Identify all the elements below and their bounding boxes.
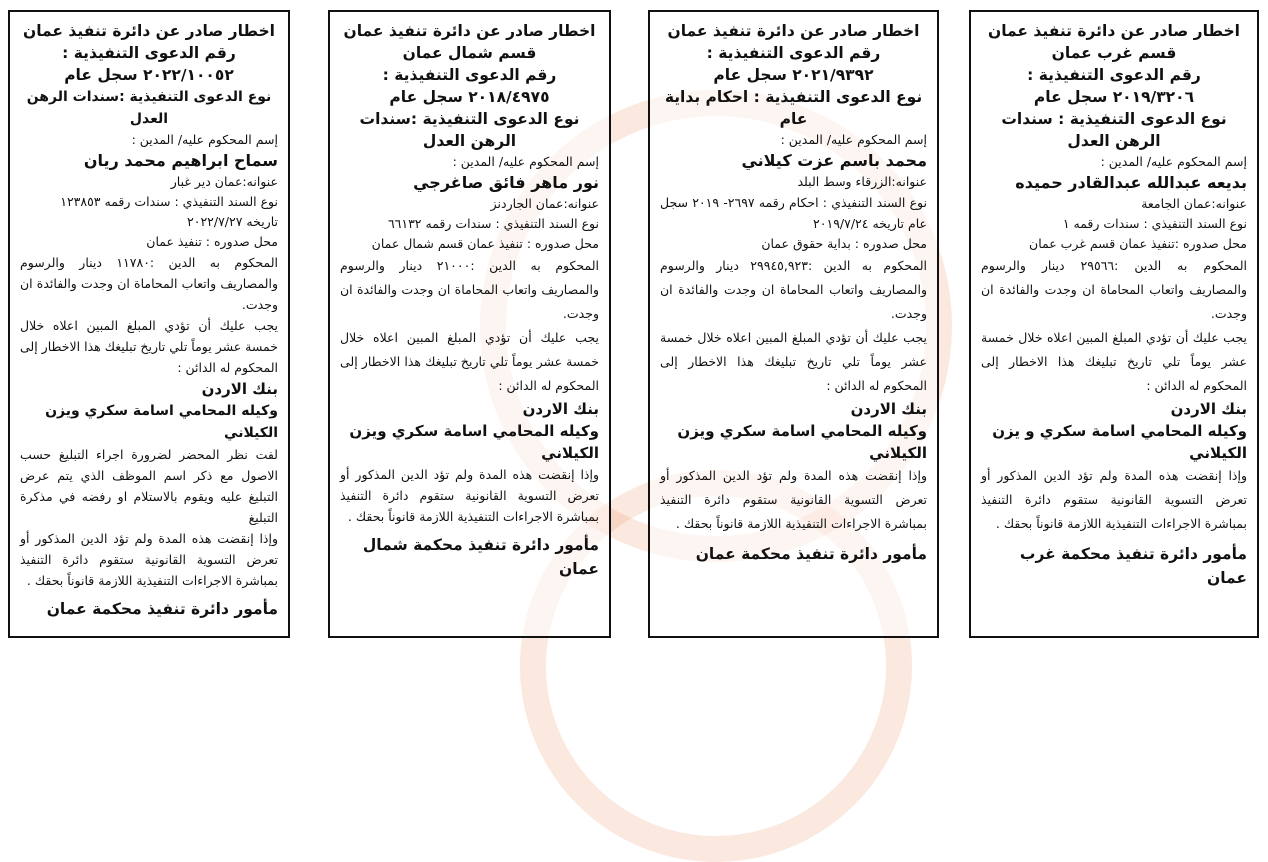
notice-amman-2021 bbox=[648, 10, 939, 638]
notice-north-amman bbox=[328, 10, 611, 638]
debtor-label: إسم المحكوم عليه/ المدين : bbox=[452, 154, 599, 169]
lawyer-line: وكيله المحامي اسامة سكري ويزن الكيلاني bbox=[45, 403, 278, 441]
issue-place: محل صدوره :تنفيذ عمان قسم غرب عمان bbox=[1029, 236, 1247, 251]
final-paragraph: وإذا إنقضت هذه المدة ولم تؤد الدين المذكور أو تعرض التسوية القانونية ستقوم دائرة التنفيذ بمباشرة الاجراءات التنفيذية اللازمة قانوناً بحقك . bbox=[981, 468, 1247, 531]
signature: مأمور دائرة تنفيذ محكمة عمان bbox=[46, 600, 278, 618]
issue-place: محل صدوره : تنفيذ عمان bbox=[146, 234, 278, 249]
lawyer-line: وكيله المحامي اسامة سكري و يزن الكيلاني bbox=[992, 422, 1247, 462]
issue-place: محل صدوره : تنفيذ عمان قسم شمال عمان bbox=[371, 236, 599, 251]
notice-title: اخطار صادر عن دائرة تنفيذ عمان bbox=[22, 22, 275, 40]
notice-title: اخطار صادر عن دائرة تنفيذ عمان bbox=[987, 22, 1240, 40]
amount-paragraph: المحكوم به الدين :١١٧٨٠ دينار والرسوم والمصاريف واتعاب المحاماة ان وجدت والفائدة ان وجدت. bbox=[20, 255, 279, 312]
service-note: لفت نظر المحضر لضرورة اجراء التبليغ حسب الاصول مع ذكر اسم الموظف الذي يتم عرض التبليغ عليه ويقوم بالاستلام او رفضه في مذكرة التبليغ bbox=[20, 447, 278, 525]
notice-title: اخطار صادر عن دائرة تنفيذ عمان bbox=[343, 22, 596, 40]
case-type: نوع الدعوى التنفيذية : احكام بداية عام bbox=[664, 88, 923, 128]
debtor-label: إسم المحكوم عليه/ المدين : bbox=[1100, 154, 1247, 169]
final-paragraph: وإذا إنقضت هذه المدة ولم تؤد الدين المذكور أو تعرض التسوية القانونية ستقوم دائرة التنفيذ بمباشرة الاجراءات التنفيذية اللازمة قانوناً بحقك . bbox=[20, 531, 278, 588]
final-paragraph: وإذا إنقضت هذه المدة ولم تؤد الدين المذكور أو تعرض التسوية القانونية ستقوم دائرة التنفيذ بمباشرة الاجراءات التنفيذية اللازمة قانوناً بحقك . bbox=[660, 468, 927, 531]
case-type: نوع الدعوى التنفيذية : سندات الرهن العدل bbox=[1001, 110, 1227, 150]
case-number-label: رقم الدعوى التنفيذية : bbox=[1027, 66, 1201, 84]
debtor-address: عنوانه:عمان الجامعة bbox=[1141, 196, 1247, 211]
notice-section: قسم شمال عمان bbox=[402, 44, 537, 62]
debtor-label: إسم المحكوم عليه/ المدين : bbox=[131, 132, 278, 147]
notice-west-amman bbox=[969, 10, 1259, 638]
case-number: ٢٠١٨/٤٩٧٥ سجل عام bbox=[389, 88, 550, 106]
debtor-label: إسم المحكوم عليه/ المدين : bbox=[780, 132, 927, 147]
payment-demand: يجب عليك أن تؤدي المبلغ المبين اعلاه خلال خمسة عشر يوماً تلي تاريخ تبليغك هذا الاخطار إلى المحكوم له الدائن : bbox=[660, 330, 927, 393]
case-number: ٢٠١٩/٣٢٠٦ سجل عام bbox=[1033, 88, 1195, 106]
debtor-name: محمد باسم عزت كيلاني bbox=[741, 151, 927, 170]
creditor-name: بنك الاردن bbox=[522, 400, 599, 418]
creditor-name: بنك الاردن bbox=[850, 400, 927, 418]
final-paragraph: وإذا إنقضت هذه المدة ولم تؤد الدين المذكور أو تعرض التسوية القانونية ستقوم دائرة التنفيذ بمباشرة الاجراءات التنفيذية اللازمة قانوناً بحقك . bbox=[340, 467, 599, 524]
lawyer-line: وكيله المحامي اسامة سكري ويزن الكيلاني bbox=[677, 422, 927, 462]
creditor-name: بنك الاردن bbox=[1170, 400, 1247, 418]
debtor-address: عنوانه:الزرقاء وسط البلد bbox=[797, 174, 927, 189]
amount-paragraph: المحكوم به الدين :٢١٠٠٠ دينار والرسوم والمصاريف واتعاب المحاماة ان وجدت والفائدة ان وجدت. bbox=[340, 258, 599, 321]
case-number: ٢٠٢١/٩٣٩٢ سجل عام bbox=[713, 66, 874, 84]
case-number: ٢٠٢٢/١٠٠٥٢ سجل عام bbox=[64, 66, 234, 84]
signature: مأمور دائرة تنفيذ محكمة عمان bbox=[695, 545, 927, 563]
issue-place: محل صدوره : بداية حقوق عمان bbox=[761, 236, 927, 251]
instrument-type: نوع السند التنفيذي : سندات رقمه ٦٦١٣٢ bbox=[387, 216, 599, 231]
signature: مأمور دائرة تنفيذ محكمة غرب عمان bbox=[1019, 545, 1247, 587]
payment-demand: يجب عليك أن تؤدي المبلغ المبين اعلاه خلال خمسة عشر يوماً تلي تاريخ تبليغك هذا الاخطار إلى المحكوم له الدائن : bbox=[340, 330, 599, 393]
notice-section: قسم غرب عمان bbox=[1051, 44, 1177, 62]
instrument-type: نوع السند التنفيذي : سندات رقمه ١٢٣٨٥٣ bbox=[60, 194, 278, 209]
instrument-type: نوع السند التنفيذي : احكام رقمه ٢٦٩٧- ٢٠١٩ سجل عام تاريخه ٢٠١٩/٧/٢٤ bbox=[660, 195, 927, 231]
amount-paragraph: المحكوم به الدين :٢٩٩٤٥,٩٢٣ دينار والرسوم والمصاريف واتعاب المحاماة ان وجدت والفائدة ان وجدت. bbox=[660, 258, 928, 321]
notice-title: اخطار صادر عن دائرة تنفيذ عمان bbox=[667, 22, 920, 40]
debtor-name: نور ماهر فائق صاغرجي bbox=[413, 173, 599, 192]
notice-amman-2022 bbox=[8, 10, 290, 638]
case-number-label: رقم الدعوى التنفيذية : bbox=[382, 66, 557, 84]
debtor-name: سماح ابراهيم محمد ريان bbox=[83, 151, 278, 170]
case-number-label: رقم الدعوى التنفيذية : bbox=[706, 44, 881, 62]
creditor-name: بنك الاردن bbox=[201, 380, 278, 398]
signature: مأمور دائرة تنفيذ محكمة شمال عمان bbox=[362, 536, 599, 578]
lawyer-line: وكيله المحامي اسامة سكري ويزن الكيلاني bbox=[349, 422, 599, 462]
case-number-label: رقم الدعوى التنفيذية : bbox=[62, 44, 236, 62]
payment-demand: يجب عليك أن تؤدي المبلغ المبين اعلاه خلال خمسة عشر يوماً تلي تاريخ تبليغك هذا الاخطار إلى المحكوم له الدائن : bbox=[20, 318, 278, 375]
instrument-type: نوع السند التنفيذي : سندات رقمه ١ bbox=[1062, 216, 1247, 231]
payment-demand: يجب عليك أن تؤدي المبلغ المبين اعلاه خلال خمسة عشر يوماً تلي تاريخ تبليغك هذا الاخطار إلى المحكوم له الدائن : bbox=[981, 330, 1247, 393]
debtor-address: عنوانه:عمان الجاردنز bbox=[490, 196, 599, 211]
amount-paragraph: المحكوم به الدين :٢٩٥٦٦ دينار والرسوم والمصاريف واتعاب المحاماة ان وجدت والفائدة ان وجدت. bbox=[981, 258, 1248, 321]
instrument-date: تاريخه ٢٠٢٢/٧/٢٧ bbox=[187, 214, 278, 229]
debtor-address: عنوانه:عمان دير غبار bbox=[170, 174, 278, 189]
case-type: نوع الدعوى التنفيذية :سندات الرهن العدل bbox=[26, 89, 272, 127]
debtor-name: بديعه عبدالله عبدالقادر حميده bbox=[1015, 173, 1247, 192]
case-type: نوع الدعوى التنفيذية :سندات الرهن العدل bbox=[359, 110, 580, 150]
